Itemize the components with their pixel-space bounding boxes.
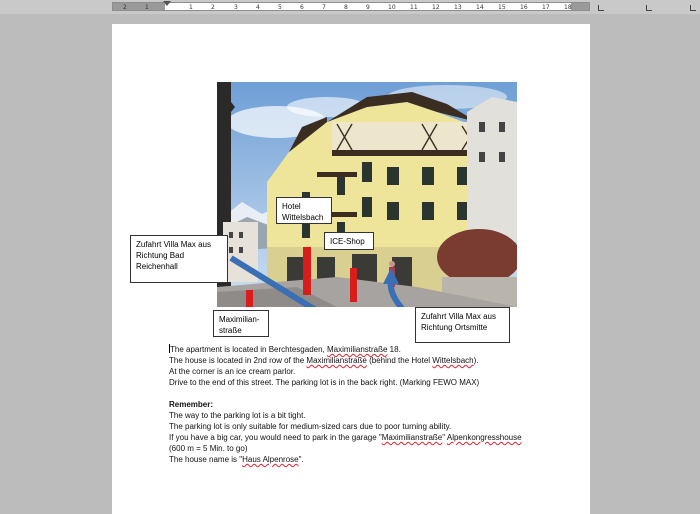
callout-text: Richtung Ortsmitte	[421, 323, 488, 332]
paragraph-line: The parking lot is only suitable for medium-sized cars due to poor turning ability.	[169, 422, 452, 431]
callout-text: Richtung Bad	[136, 251, 185, 260]
ruler-tick: 12	[432, 4, 440, 11]
ruler-tick: 11	[410, 4, 418, 11]
paragraph-line: The house is located in 2nd row of the Maximilianstraße (behind the Hotel Wittelsbach).	[169, 356, 479, 365]
callout-text: Zufahrt Villa Max aus	[421, 312, 496, 321]
red-marker	[246, 290, 253, 307]
tab-stop-marker[interactable]	[646, 5, 652, 11]
remember-heading: Remember:	[169, 400, 214, 409]
document-page[interactable]	[112, 24, 590, 514]
ruler-right-margin	[571, 3, 589, 10]
callout-text: Maximilian-	[219, 315, 260, 324]
ruler-left-margin	[113, 3, 165, 10]
ruler-tick: 7	[322, 4, 326, 11]
red-marker	[350, 268, 357, 302]
paragraph-line: Drive to the end of this street. The parking lot is in the back right. (Marking FEWO MAX)	[169, 378, 480, 387]
tab-stop-marker[interactable]	[690, 5, 696, 11]
ruler-tick: 6	[300, 4, 304, 11]
tab-stop-marker[interactable]	[598, 5, 604, 11]
callout-access-town-center[interactable]	[415, 307, 510, 343]
street-photo[interactable]	[217, 82, 517, 307]
ruler-tick: 3	[234, 4, 238, 11]
callout-hotel-wittelsbach[interactable]	[276, 197, 332, 224]
horizontal-ruler[interactable]	[112, 2, 590, 11]
ruler-tick: 2	[211, 4, 215, 11]
ruler-tick: 2	[123, 4, 127, 11]
ruler-tick: 17	[542, 4, 550, 11]
callout-text: Reichenhall	[136, 262, 178, 271]
callout-ice-shop[interactable]	[324, 232, 374, 250]
callout-text: ICE-Shop	[330, 237, 365, 246]
ruler-tick: 14	[476, 4, 484, 11]
paragraph-line: At the corner is an ice cream parlor.	[169, 367, 296, 376]
paragraph-line: (600 m = 5 Min. to go)	[169, 444, 248, 453]
ruler-bar	[0, 0, 700, 14]
ruler-tick: 18	[564, 4, 572, 11]
document-body-text[interactable]	[169, 344, 569, 465]
ruler-tick: 9	[366, 4, 370, 11]
hotel-street-image	[217, 82, 517, 307]
ruler-tick: 1	[189, 4, 193, 11]
red-marker	[303, 247, 311, 295]
ruler-tick: 10	[388, 4, 396, 11]
callout-access-bad-reichenhall[interactable]	[130, 235, 228, 283]
ruler-tick: 4	[256, 4, 260, 11]
ruler-tick: 15	[498, 4, 506, 11]
callout-text: Zufahrt Villa Max aus	[136, 240, 211, 249]
callout-text: Wittelsbach	[282, 213, 324, 222]
ruler-tick: 16	[520, 4, 528, 11]
ruler-tick: 13	[454, 4, 462, 11]
paragraph-line: The apartment is located in Berchtesgaden, Maximilianstraße 18.	[170, 345, 401, 354]
callout-text: straße	[219, 326, 242, 335]
paragraph-line: The way to the parking lot is a bit tight.	[169, 411, 306, 420]
first-line-indent-marker[interactable]	[163, 1, 171, 6]
blank-line	[169, 388, 569, 399]
ruler-tick: 1	[145, 4, 149, 11]
paragraph-line: If you have a big car, you would need to park in the garage "Maximilianstraße" Alpenkongresshouse	[169, 433, 522, 442]
ruler-tick: 5	[278, 4, 282, 11]
ruler-tick: 8	[344, 4, 348, 11]
paragraph-line: The house name is "Haus Alpenrose".	[169, 455, 304, 464]
callout-text: Hotel	[282, 202, 301, 211]
callout-maximilianstrasse[interactable]	[213, 310, 269, 337]
